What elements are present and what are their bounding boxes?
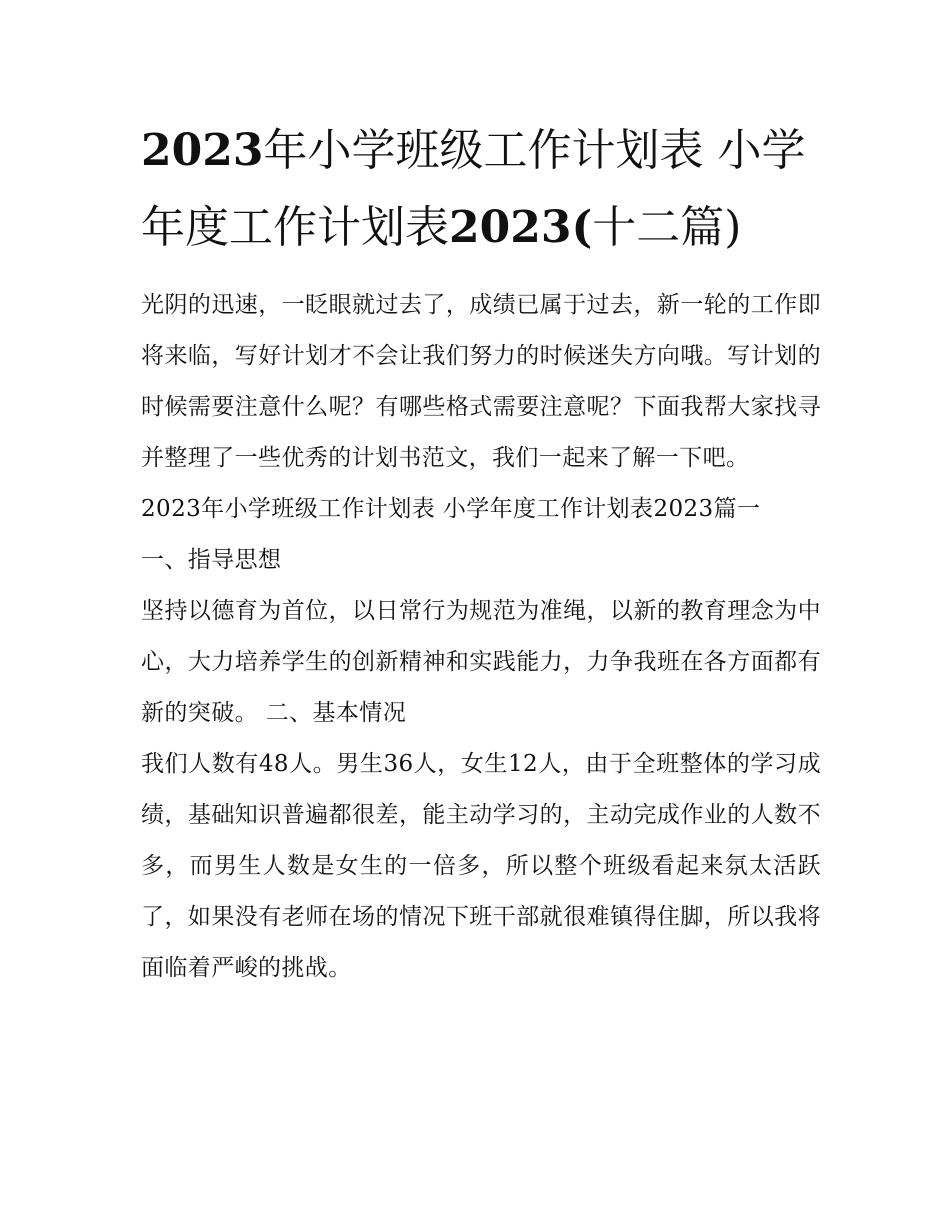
title-text: 年小学班级工作计划表 小学年度工作计划表 [141, 125, 806, 253]
paragraph-section-heading: 2023年小学班级工作计划表 小学年度工作计划表2023篇一 [141, 496, 761, 522]
title-suffix: 十二篇) [592, 202, 742, 253]
paragraph-guiding-thought: 坚持以德育为首位，以日常行为规范为准绳，以新的教育理念为中心，大力培养学生的创新精神和实践能力，力争我班在各方面都有新的突破。 二、基本情况 [141, 598, 821, 726]
paragraph-heading-guiding-thought: 一、指导思想 [141, 547, 282, 573]
title-year: 2023 [141, 125, 264, 176]
paragraph-basic-situation: 我们人数有48人。男生36人，女生12人，由于全班整体的学习成绩，基础知识普遍都很差，能主动学习的，主动完成作业的人数不多，而男生人数是女生的一倍多，所以整个班级看起来氛太活跃了，如果没有老师在场的情况下班干部就很难镇得住脚，所以我将面临着严峻的挑战。 [141, 751, 821, 981]
paragraph-intro: 光阴的迅速，一眨眼就过去了，成绩已属于过去，新一轮的工作即将来临，写好计划才不会让我们努力的时候迷失方向哦。写计划的时候需要注意什么呢？有哪些格式需要注意呢？下面我帮大家找寻并整理了一些优秀的计划书范文，我们一起来了解一下吧。 [141, 292, 821, 471]
title-year-2: 2023( [449, 202, 593, 253]
document-title [141, 112, 821, 266]
document-page [141, 112, 821, 994]
